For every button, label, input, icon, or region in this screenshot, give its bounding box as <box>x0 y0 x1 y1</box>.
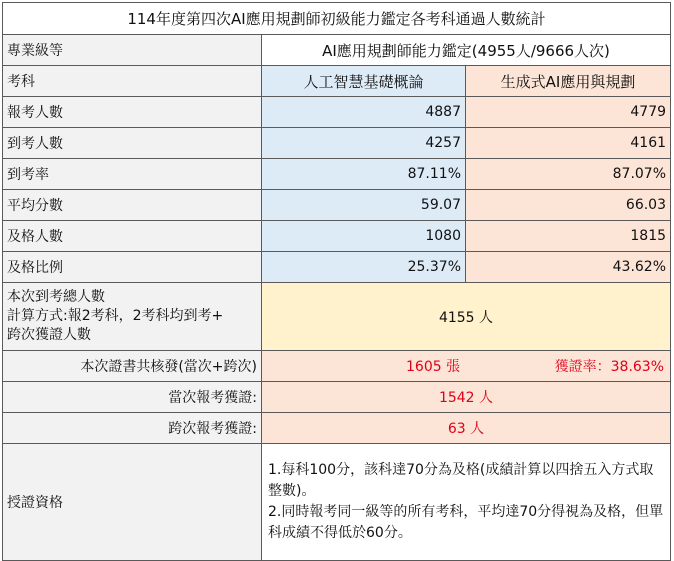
table-row <box>3 159 671 190</box>
table-title: 114年度第四次AI應用規劃師初級能力鑑定各考科通過人數統計 <box>3 3 671 35</box>
table-row <box>3 128 671 159</box>
current-cert-value: 1542 人 <box>262 382 671 413</box>
cross-cert-label: 跨次報考獲證: <box>3 413 262 444</box>
table-row <box>3 190 671 221</box>
total-attendees-label <box>3 283 262 351</box>
subject2-value: 43.62% <box>466 252 671 283</box>
qualification-notes <box>262 444 671 561</box>
total-attendees-value: 4155 人 <box>262 283 671 351</box>
row-label: 及格比例 <box>3 252 262 283</box>
subject-label: 考科 <box>3 66 262 97</box>
table-row <box>3 97 671 128</box>
subject1-value: 59.07 <box>262 190 466 221</box>
row-label: 到考人數 <box>3 128 262 159</box>
subject2-value: 1815 <box>466 221 671 252</box>
total-label-line1: 本次到考總人數 <box>7 289 105 305</box>
subject2-value: 4161 <box>466 128 671 159</box>
row-label: 及格人數 <box>3 221 262 252</box>
certificate-label: 本次證書共核發(當次+跨次) <box>3 351 262 382</box>
qualification-note2: 2.同時報考同一級等的所有考科，平均達70分得視為及格，但單科成績不得低於60分。 <box>268 504 664 541</box>
subject2-value: 4779 <box>466 97 671 128</box>
qualification-note1: 1.每科100分，該科達70分為及格(成績計算以四捨五入方式取整數)。 <box>268 462 654 499</box>
subject1-value: 4887 <box>262 97 466 128</box>
total-label-line3: 跨次獲證人數 <box>7 327 91 343</box>
subject2-value: 87.07% <box>466 159 671 190</box>
row-label: 平均分數 <box>3 190 262 221</box>
total-label-line2: 計算方式:報2考科，2考科均到考+ <box>7 308 224 324</box>
subject1-value: 25.37% <box>262 252 466 283</box>
certificate-values <box>262 351 671 382</box>
current-cert-label: 當次報考獲證: <box>3 382 262 413</box>
certificate-count: 1605 張 <box>406 359 461 375</box>
row-label: 到考率 <box>3 159 262 190</box>
table-row <box>3 252 671 283</box>
subject2-header: 生成式AI應用與規劃 <box>466 66 671 97</box>
subject1-value: 87.11% <box>262 159 466 190</box>
subject2-value: 66.03 <box>466 190 671 221</box>
table-row <box>3 221 671 252</box>
stats-table <box>2 2 671 561</box>
row-label: 報考人數 <box>3 97 262 128</box>
level-value: AI應用規劃師能力鑑定(4955人/9666人次) <box>262 35 671 66</box>
subject1-value: 4257 <box>262 128 466 159</box>
certificate-rate: 獲證率：38.63% <box>554 359 665 375</box>
subject1-header: 人工智慧基礎概論 <box>262 66 466 97</box>
subject1-value: 1080 <box>262 221 466 252</box>
level-label: 專業級等 <box>3 35 262 66</box>
cross-cert-value: 63 人 <box>262 413 671 444</box>
qualification-label: 授證資格 <box>3 444 262 561</box>
